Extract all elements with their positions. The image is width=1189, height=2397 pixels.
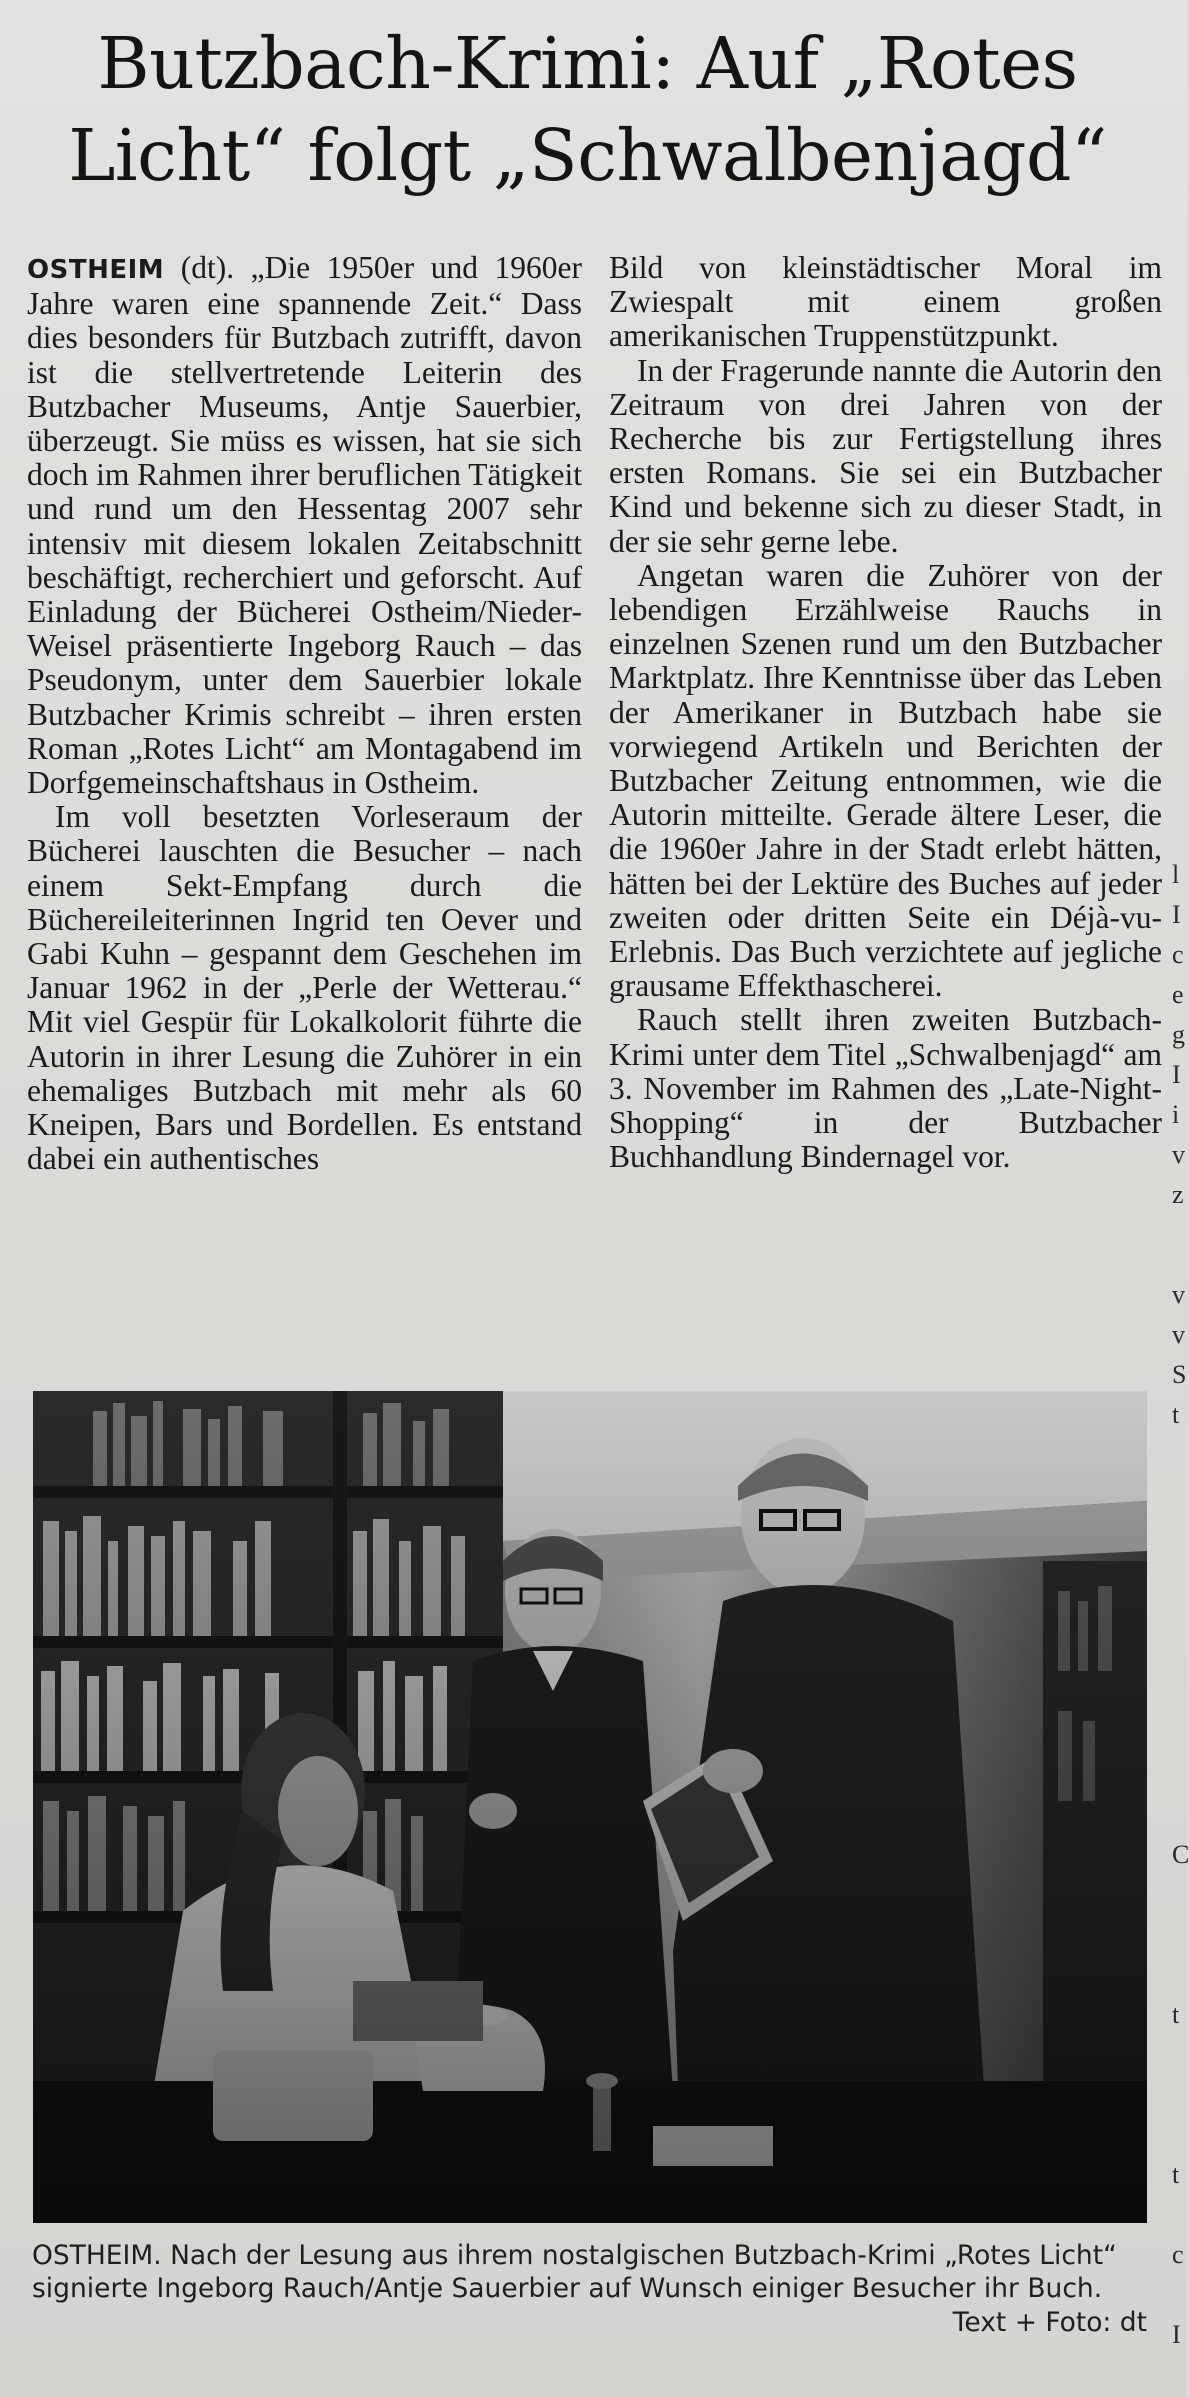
article-paragraph: Rauch stellt ihren zweiten Butzbach-Krimi unter dem Titel „Schwalbenjagd“ am 3. November im Rahmen des „Late-Night-Shopping“ in der Butzbacher Buchhandlung Bindernagel vor.	[609, 1002, 1162, 1175]
article-paragraph: In der Fragerunde nannte die Autorin den Zeitraum von drei Jahren von der Recherche bis zur Fertigstellung ihres ersten Romans. Sie sei ein Butzbacher Kind und bekenne sich zu dieser Stadt, in der sie sehr gerne lebe.	[609, 352, 1162, 559]
headline-line-1: Butzbach-Krimi: Auf „Rotes	[97, 22, 1078, 105]
edge-letter: I	[1172, 1060, 1181, 1089]
edge-letter: e	[1172, 980, 1184, 1009]
edge-letter: t	[1172, 1400, 1180, 1429]
edge-letter: t	[1172, 2160, 1180, 2189]
edge-letter: C	[1172, 1840, 1189, 1869]
article-paragraph-text: (dt). „Die 1950er und 1960er Jahre waren eine spannende Zeit.“ Dass dies besonders für Butzbach zutrifft, davon ist die stellvertretende Leiterin des Butzbacher Museums, Antje Sauerbier, überzeugt. Sie müss es wissen, hat sie sich doch im Rahmen ihrer beruflichen Tätigkeit und rund um den Hessentag 2007 sehr intensiv mit diesem lokalen Zeitabschnitt beschäftigt, recherchiert und geforscht. Auf Einladung der Bücherei Ostheim/Nieder-Weisel präsentierte Ingeborg Rauch – das Pseudonym, unter dem Sauerbier lokale Butzbacher Krimis schreibt – ihren ersten Roman „Rotes Licht“ am Montagabend im Dorfgemeinschaftshaus in Ostheim.	[27, 250, 582, 801]
article-paragraph: Angetan waren die Zuhörer von der lebendigen Erzählweise Rauchs in einzelnen Szenen rund um den Butzbacher Marktplatz. Ihre Kenntnisse über das Leben der Amerikaner in Butzbach habe sie vorwiegend Artikeln und Berichten der Butzbacher Zeitung entnommen, wie die Autorin mitteilte. Gerade ältere Leser, die die 1960er Jahre in der Stadt erlebt hätten, hätten bei der Lektüre des Buches auf jeder zweiten oder dritten Seite ein Déjà-vu-Erlebnis. Das Buch verzichtete auf jegliche grausame Effekthascherei.	[609, 557, 1162, 1004]
headline-line-2: Licht“ folgt „Schwalbenjagd“	[68, 114, 1107, 197]
article-paragraph: Im voll besetzten Vorleseraum der Bücherei lauschten die Besucher – nach einem Sekt-Empfang durch die Büchereileiterinnen Ingrid ten Oever und Gabi Kuhn – gespannt dem Geschehen im Januar 1962 in der „Perle der Wetterau.“ Mit viel Gespür für Lokalkolorit führte die Autorin in ihrer Lesung die Zuhörer in ein ehemaliges Butzbach mit mehr als 60 Kneipen, Bars und Bordellen. Es entstand dabei ein authentisches	[27, 799, 582, 1177]
photo-caption: OSTHEIM. Nach der Lesung aus ihrem nostalgischen Butzbach-Krimi „Rotes Licht“ signierte Ingeborg Rauch/Antje Sauerbier auf Wunsch einiger Besucher ihr Buch.	[32, 2240, 1117, 2304]
edge-letter: I	[1172, 900, 1181, 929]
edge-letter: v	[1172, 1320, 1185, 1349]
article-column-right	[609, 251, 1162, 1174]
article-paragraph: Bild von kleinstädtischer Moral im Zwiespalt mit einem großen amerikanischen Truppenstützpunkt.	[609, 250, 1162, 354]
article-headline	[20, 18, 1155, 202]
edge-letter: c	[1172, 940, 1184, 969]
edge-letter: v	[1172, 1280, 1185, 1309]
edge-letter: S	[1172, 1360, 1187, 1389]
adjacent-article-edge	[1170, 860, 1187, 2397]
photo-credit: Text + Foto: dt	[952, 2307, 1147, 2338]
article-paragraph	[27, 251, 582, 800]
article-column-left	[27, 251, 582, 1176]
edge-letter: g	[1172, 1020, 1185, 1049]
edge-letter: l	[1172, 860, 1180, 889]
edge-letter: i	[1172, 1100, 1180, 1129]
edge-letter: v	[1172, 1140, 1185, 1169]
edge-letter: z	[1172, 1180, 1184, 1209]
edge-letter: t	[1172, 2000, 1180, 2029]
edge-letter: I	[1172, 2320, 1181, 2349]
edge-letter: c	[1172, 2240, 1184, 2269]
dateline: OSTHEIM	[27, 255, 165, 285]
article-photo	[33, 1391, 1147, 2223]
